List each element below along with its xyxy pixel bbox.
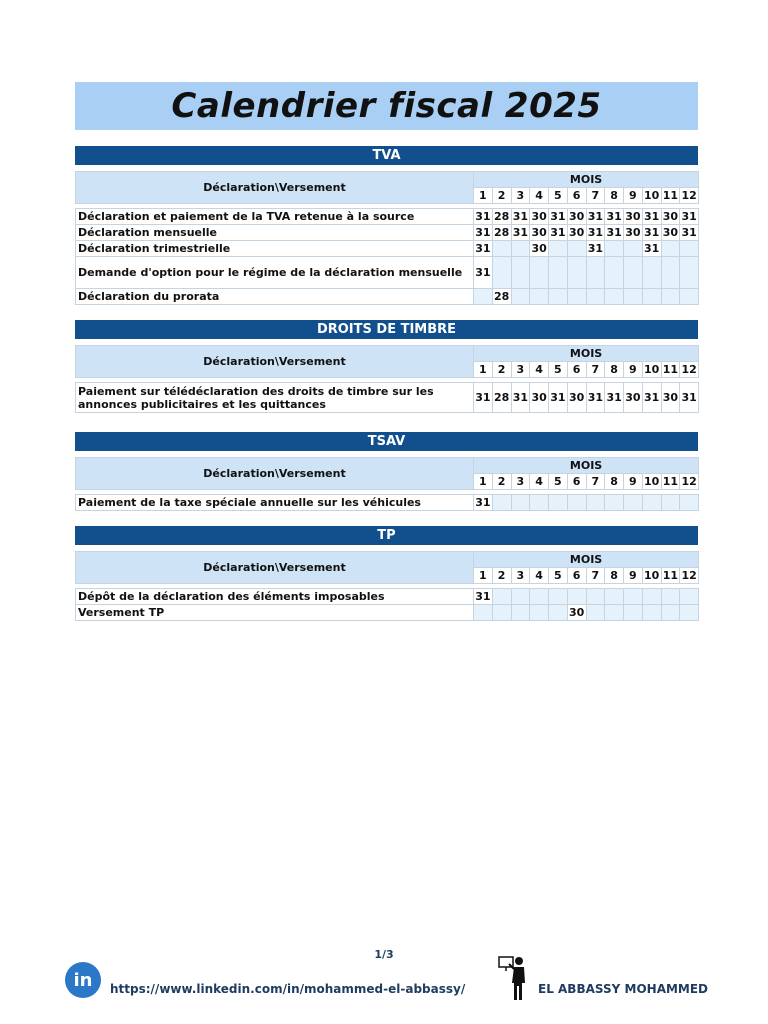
deadline-cell [680, 605, 699, 621]
table-row [76, 605, 699, 621]
deadline-cell: 31 [475, 590, 491, 603]
deadline-cell: 30 [662, 210, 679, 223]
table-row [76, 289, 699, 305]
deadline-cell [530, 589, 549, 605]
deadline-cell: 31 [587, 242, 604, 255]
deadline-cell [511, 495, 530, 511]
month-header: 1 [474, 474, 493, 490]
deadline-cell: 31 [549, 383, 568, 413]
deadline-cell [661, 605, 680, 621]
deadline-cell [624, 605, 643, 621]
row-label: Déclaration et paiement de la TVA retenue à la source [76, 209, 474, 225]
column-header-declaration: Déclaration\Versement [76, 552, 474, 584]
linkedin-link[interactable]: https://www.linkedin.com/in/mohammed-el-abbassy/ [110, 982, 466, 996]
month-header: 11 [662, 475, 679, 488]
month-header: 5 [549, 188, 568, 204]
deadline-cell [530, 605, 549, 621]
deadline-cell: 31 [586, 383, 605, 413]
table-row [76, 383, 699, 413]
deadline-cell: 30 [661, 383, 680, 413]
deadline-cell [549, 241, 568, 257]
month-header: 4 [530, 474, 549, 490]
deadline-cell [661, 257, 680, 289]
calendar-table [75, 171, 699, 305]
month-header: 11 [662, 363, 679, 376]
month-header: 8 [605, 362, 624, 378]
deadline-cell [624, 495, 643, 511]
row-label: Paiement sur télédéclaration des droits de timbre sur les annonces publicitaires et les quittances [76, 383, 474, 413]
deadline-cell: 30 [531, 242, 547, 255]
month-header: 12 [681, 363, 697, 376]
month-header: 4 [530, 568, 549, 584]
section-heading: TVA [75, 146, 698, 165]
month-header: 12 [681, 475, 697, 488]
row-label: Déclaration mensuelle [76, 225, 474, 241]
deadline-cell: 31 [643, 210, 660, 223]
month-header: 6 [567, 474, 586, 490]
deadline-cell: 30 [662, 226, 679, 239]
deadline-cell [492, 241, 511, 257]
deadline-cell: 31 [605, 383, 624, 413]
deadline-cell: 31 [512, 226, 529, 239]
deadline-cell: 31 [681, 226, 697, 239]
month-header: 5 [549, 568, 568, 584]
deadline-cell [549, 605, 568, 621]
section-tva [75, 146, 698, 305]
deadline-cell [474, 605, 493, 621]
deadline-cell: 31 [512, 210, 529, 223]
deadline-cell [661, 495, 680, 511]
month-header: 3 [511, 188, 530, 204]
deadline-cell [549, 257, 568, 289]
deadline-cell: 31 [474, 383, 493, 413]
month-header: 2 [492, 568, 511, 584]
deadline-cell [586, 257, 605, 289]
deadline-cell [586, 289, 605, 305]
deadline-cell: 30 [531, 210, 547, 223]
deadline-cell [586, 605, 605, 621]
month-header: 12 [681, 189, 697, 202]
month-header: 10 [643, 569, 660, 582]
deadline-cell: 31 [474, 257, 493, 289]
month-header: 7 [586, 362, 605, 378]
deadline-cell [511, 589, 530, 605]
deadline-cell [680, 589, 699, 605]
deadline-cell [642, 257, 661, 289]
deadline-cell [605, 289, 624, 305]
deadline-cell: 30 [568, 210, 585, 223]
month-header: 3 [511, 362, 530, 378]
deadline-cell [605, 605, 624, 621]
table-row [76, 257, 699, 289]
month-header: 6 [567, 568, 586, 584]
deadline-cell [642, 289, 661, 305]
row-label: Déclaration trimestrielle [76, 241, 474, 257]
deadline-cell [530, 257, 549, 289]
deadline-cell [567, 257, 586, 289]
deadline-cell: 31 [643, 226, 660, 239]
deadline-cell: 31 [606, 226, 622, 239]
deadline-cell: 31 [587, 210, 604, 223]
month-header: 1 [474, 362, 493, 378]
deadline-cell: 31 [680, 383, 699, 413]
deadline-cell: 28 [493, 226, 510, 239]
deadline-cell [492, 589, 511, 605]
month-header: 5 [549, 362, 568, 378]
row-label: Versement TP [76, 605, 474, 621]
calendar-table [75, 345, 699, 413]
month-header: 3 [511, 568, 530, 584]
deadline-cell [567, 495, 586, 511]
month-header: 3 [511, 474, 530, 490]
deadline-cell [492, 257, 511, 289]
deadline-cell [549, 289, 568, 305]
deadline-cell: 31 [587, 226, 604, 239]
deadline-cell [661, 241, 680, 257]
deadline-cell [642, 495, 661, 511]
deadline-cell: 31 [475, 210, 491, 223]
deadline-cell: 28 [493, 210, 510, 223]
month-header: 11 [662, 189, 679, 202]
month-header: 2 [492, 474, 511, 490]
row-label: Dépôt de la déclaration des éléments imposables [76, 589, 474, 605]
deadline-cell [624, 257, 643, 289]
month-header: 2 [492, 188, 511, 204]
deadline-cell: 30 [625, 210, 641, 223]
deadline-cell [530, 495, 549, 511]
deadline-cell [605, 241, 624, 257]
month-header: 9 [624, 362, 643, 378]
calendar-table [75, 457, 699, 511]
deadline-cell [586, 589, 605, 605]
month-header: 2 [492, 362, 511, 378]
month-header: 1 [474, 188, 493, 204]
author-name: EL ABBASSY MOHAMMED [538, 982, 709, 996]
deadline-cell: 31 [642, 383, 661, 413]
month-header: 7 [586, 188, 605, 204]
month-header: 4 [530, 188, 549, 204]
deadline-cell [511, 605, 530, 621]
month-header: 11 [662, 569, 679, 582]
row-label: Demande d'option pour le régime de la déclaration mensuelle [76, 257, 474, 289]
column-header-declaration: Déclaration\Versement [76, 346, 474, 378]
month-header: 12 [681, 569, 697, 582]
section-heading: TP [75, 526, 698, 545]
month-header: 6 [567, 188, 586, 204]
page-number: 1/3 [374, 948, 394, 961]
deadline-cell [605, 495, 624, 511]
month-header: 7 [586, 568, 605, 584]
deadline-cell: 28 [493, 290, 510, 303]
month-header: 8 [605, 568, 624, 584]
deadline-cell: 30 [625, 226, 641, 239]
deadline-cell [549, 495, 568, 511]
month-header: 5 [549, 474, 568, 490]
table-row [76, 589, 699, 605]
deadline-cell [605, 257, 624, 289]
deadline-cell [492, 605, 511, 621]
deadline-cell [624, 289, 643, 305]
table-row [76, 495, 699, 511]
month-header: 6 [567, 362, 586, 378]
deadline-cell [661, 589, 680, 605]
column-header-mois: MOIS [474, 458, 699, 474]
deadline-cell [680, 241, 699, 257]
row-label: Déclaration du prorata [76, 289, 474, 305]
table-row [76, 241, 699, 257]
month-header: 1 [474, 568, 493, 584]
presenter-icon [498, 955, 530, 1001]
deadline-cell: 31 [511, 383, 530, 413]
deadline-cell: 30 [568, 226, 585, 239]
section-heading: TSAV [75, 432, 698, 451]
deadline-cell [661, 289, 680, 305]
deadline-cell [680, 289, 699, 305]
section-heading: DROITS DE TIMBRE [75, 320, 698, 339]
deadline-cell: 30 [531, 226, 547, 239]
deadline-cell [492, 495, 511, 511]
deadline-cell: 31 [643, 242, 660, 255]
deadline-cell [511, 257, 530, 289]
deadline-cell: 30 [624, 383, 643, 413]
column-header-mois: MOIS [474, 552, 699, 568]
linkedin-icon[interactable]: in [65, 962, 101, 998]
row-label: Paiement de la taxe spéciale annuelle sur les véhicules [76, 495, 474, 511]
deadline-cell [511, 289, 530, 305]
deadline-cell [624, 241, 643, 257]
month-header: 10 [643, 475, 660, 488]
deadline-cell: 31 [475, 226, 491, 239]
month-header: 7 [586, 474, 605, 490]
month-header: 4 [530, 362, 549, 378]
table-row [76, 209, 699, 225]
section-tp [75, 526, 698, 621]
deadline-cell [567, 589, 586, 605]
deadline-cell: 30 [530, 383, 549, 413]
month-header: 8 [605, 188, 624, 204]
calendar-table [75, 551, 699, 621]
deadline-cell: 31 [475, 242, 491, 255]
deadline-cell [567, 241, 586, 257]
deadline-cell [642, 605, 661, 621]
month-header: 10 [643, 189, 660, 202]
month-header: 9 [624, 188, 643, 204]
deadline-cell [605, 589, 624, 605]
month-header: 9 [624, 474, 643, 490]
deadline-cell [511, 241, 530, 257]
deadline-cell: 31 [550, 226, 566, 239]
deadline-cell: 31 [550, 210, 566, 223]
column-header-declaration: Déclaration\Versement [76, 172, 474, 204]
deadline-cell [474, 289, 493, 305]
deadline-cell [567, 289, 586, 305]
column-header-mois: MOIS [474, 172, 699, 188]
table-row [76, 225, 699, 241]
deadline-cell [680, 257, 699, 289]
month-header: 10 [643, 363, 660, 376]
deadline-cell [680, 495, 699, 511]
month-header: 8 [605, 474, 624, 490]
deadline-cell: 31 [606, 210, 622, 223]
deadline-cell [530, 289, 549, 305]
deadline-cell: 28 [492, 383, 511, 413]
deadline-cell: 30 [567, 383, 586, 413]
column-header-declaration: Déclaration\Versement [76, 458, 474, 490]
page-title: Calendrier fiscal 2025 [75, 82, 698, 130]
deadline-cell [624, 589, 643, 605]
month-header: 9 [624, 568, 643, 584]
deadline-cell: 31 [475, 496, 491, 509]
section-tsav [75, 432, 698, 511]
deadline-cell [549, 589, 568, 605]
column-header-mois: MOIS [474, 346, 699, 362]
deadline-cell: 31 [681, 210, 697, 223]
deadline-cell [642, 589, 661, 605]
deadline-cell: 30 [568, 606, 585, 619]
deadline-cell [586, 495, 605, 511]
section-droits-de-timbre [75, 320, 698, 413]
